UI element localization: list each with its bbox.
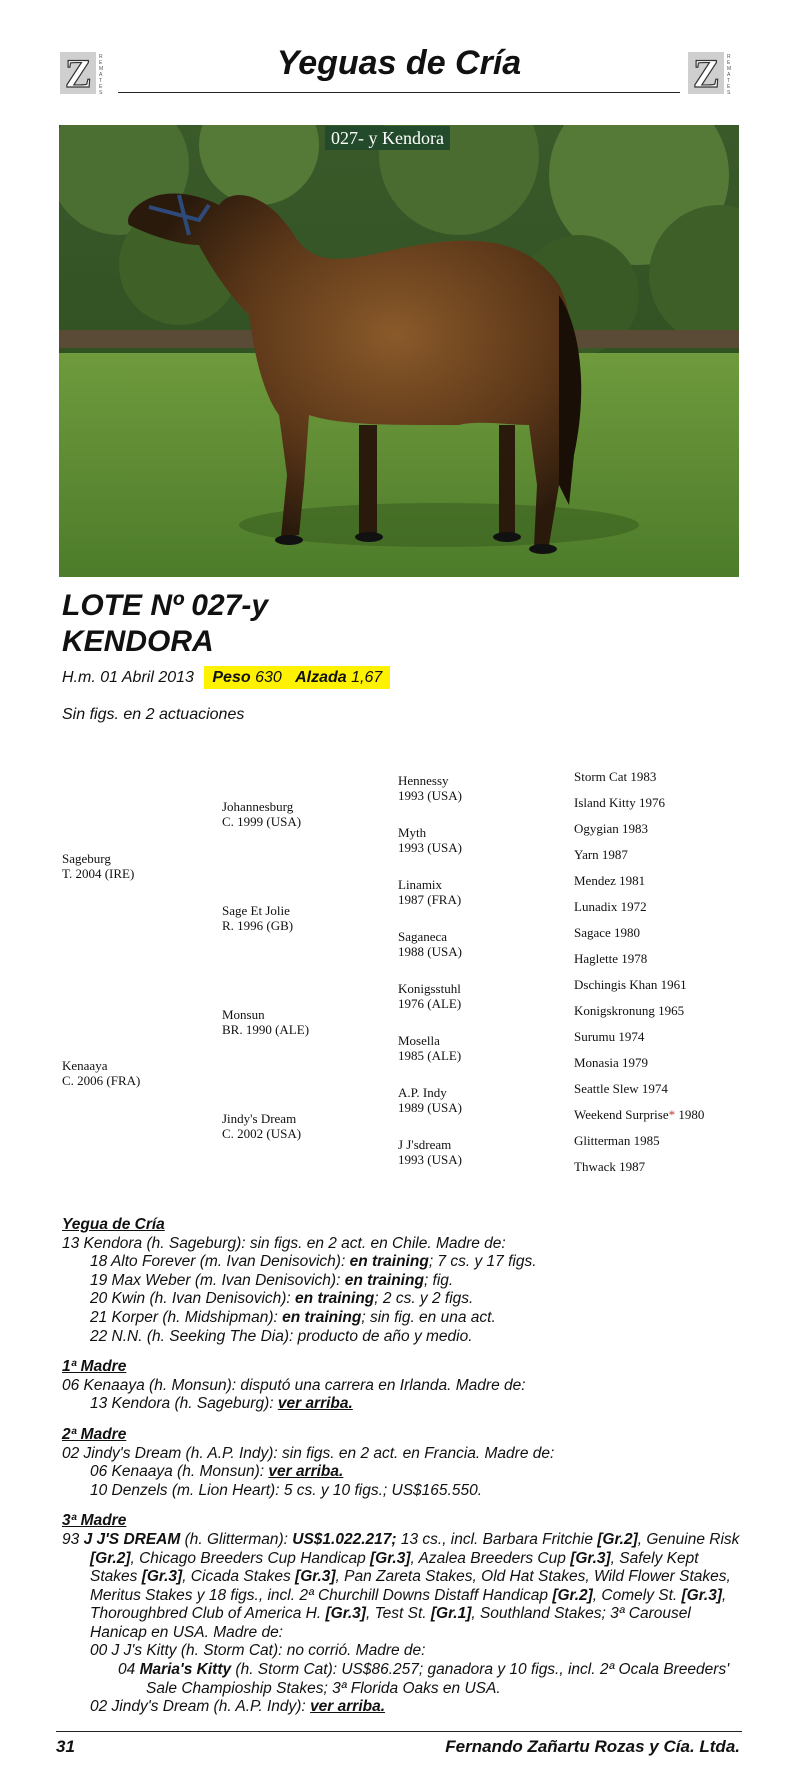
header-rule [118, 92, 680, 93]
pedigree-name: Mosella [398, 1033, 440, 1048]
pedigree-gen3 [398, 877, 461, 907]
pedigree-name: Linamix [398, 877, 443, 892]
logo-right [688, 52, 734, 98]
text-segment: (h. Glitterman): [180, 1530, 293, 1548]
pedigree-name: Myth [398, 825, 427, 840]
bold-text: [Gr.3] [325, 1605, 366, 1623]
pedigree-info: C. 1999 (USA) [222, 814, 302, 829]
logo-vertical-text: REMATES [99, 54, 104, 96]
horse-photo [59, 125, 739, 577]
foal-text: 02 Jindy's Dream (h. A.P. Indy): [90, 1698, 311, 1716]
pedigree-gen4: Mendez 1981 [574, 873, 646, 888]
text-segment: , Test St. [365, 1605, 431, 1623]
foal-text: ; sin fig. en una act. [361, 1308, 496, 1326]
page-title: Yeguas de Cría [276, 44, 522, 82]
logo-vertical-text: REMATES [727, 54, 732, 96]
pedigree-gen4: Ogygian 1983 [574, 821, 649, 836]
alzada-value: 1,67 [351, 669, 383, 686]
pedigree-name: Monsun [222, 1007, 265, 1022]
pedigree-info: 1988 (USA) [398, 944, 462, 959]
pedigree-gen4: Lunadix 1972 [574, 899, 647, 914]
foal-entry [62, 1290, 742, 1309]
pedigree-name: J J'sdream [398, 1137, 452, 1152]
foal-text: 06 Kenaaya (h. Monsun): [90, 1463, 269, 1481]
pedigree-info: 1985 (ALE) [398, 1048, 462, 1063]
ver-arriba-reference: ver arriba. [277, 1395, 353, 1413]
horse-name: KENDORA [62, 625, 214, 658]
pedigree-info: 1989 (USA) [398, 1100, 462, 1115]
horse-photo-illustration [59, 125, 739, 577]
grand-foal-entry [62, 1661, 742, 1698]
bold-text: [Gr.2] [90, 1549, 131, 1567]
text-segment: , Comely St. [592, 1586, 682, 1604]
pedigree-gen4: Surumu 1974 [574, 1029, 645, 1044]
text-segment: , Cicada Stakes [182, 1568, 296, 1586]
foal-text: 18 Alto Forever (m. Ivan Denisovich): [90, 1253, 350, 1271]
pedigree-year: 1980 [678, 1107, 705, 1122]
pedigree-name: Johannesburg [222, 799, 294, 814]
pedigree-gen4: Dschingis Khan 1961 [574, 977, 687, 992]
peso-value: 630 [255, 669, 282, 686]
pedigree-gen4: Monasia 1979 [574, 1055, 649, 1070]
section-title: 2ª Madre [62, 1425, 127, 1443]
text-segment: 13 cs., incl. Barbara Fritchie [396, 1530, 598, 1548]
foal-entry [62, 1463, 742, 1482]
section-title: Yegua de Cría [62, 1216, 165, 1233]
pedigree-gen3 [398, 825, 462, 855]
status-bold: en training [282, 1308, 362, 1326]
pedigree-name: Jindy's Dream [222, 1111, 297, 1126]
foal-entry [62, 1328, 742, 1347]
pedigree-info: 1976 (ALE) [398, 996, 462, 1011]
photo-caption: 027- y Kendora [325, 126, 450, 150]
pedigree-name: Saganeca [398, 929, 448, 944]
logo-letter: Z [65, 51, 92, 96]
foal-text: 04 [118, 1661, 140, 1679]
status-bold: en training [349, 1253, 429, 1271]
dam-entry: 06 Kenaaya (h. Monsun): disputó una carrera en Irlanda. Madre de: [62, 1376, 526, 1394]
text-segment: 93 [62, 1530, 84, 1548]
pedigree-name: Sage Et Jolie [222, 903, 290, 918]
pedigree-gen3 [398, 773, 462, 803]
peso-label: Peso [212, 669, 251, 686]
pedigree-name: Hennessy [398, 773, 449, 788]
pedigree-info: 1993 (USA) [398, 1152, 462, 1167]
foal-text: 13 Kendora (h. Sageburg): [90, 1395, 278, 1413]
lot-meta [62, 669, 390, 687]
ver-arriba-reference: ver arriba. [268, 1463, 344, 1481]
status-bold: en training [344, 1271, 424, 1289]
ver-arriba-reference: ver arriba. [310, 1698, 386, 1716]
lot-number: LOTE Nº 027-y [62, 589, 269, 622]
bold-text: [Gr.3] [295, 1568, 336, 1586]
foal-entry [62, 1395, 742, 1414]
pedigree-gen4: Haglette 1978 [574, 951, 648, 966]
foal-entry: 10 Denzels (m. Lion Heart): 5 cs. y 10 figs.; US$165.550. [90, 1481, 482, 1499]
pedigree-dam [62, 1058, 140, 1088]
pedigree-info: 1987 (FRA) [398, 892, 462, 907]
text-segment: , Chicago Breeders Cup Handicap [130, 1549, 371, 1567]
pedigree-info: C. 2006 (FRA) [62, 1073, 141, 1088]
pedigree-info: R. 1996 (GB) [222, 918, 294, 933]
pedigree-info: T. 2004 (IRE) [62, 866, 135, 881]
foal-text: 19 Max Weber (m. Ivan Denisovich): [90, 1271, 345, 1289]
logo-letter: Z [693, 51, 720, 96]
pedigree-gen4: Glitterman 1985 [574, 1133, 660, 1148]
status-bold: en training [295, 1290, 375, 1308]
weight-height-highlight [204, 666, 390, 689]
pedigree-gen2 [222, 903, 293, 933]
footer-rule [56, 1731, 742, 1732]
bold-text: [Gr.3] [141, 1568, 183, 1586]
pedigree-info: BR. 1990 (ALE) [222, 1022, 310, 1037]
foal-entry [62, 1309, 742, 1328]
pedigree-gen3 [398, 1085, 462, 1115]
pedigree-star: * [668, 1107, 676, 1122]
section-title: 1ª Madre [62, 1358, 127, 1376]
foal-text: (h. Storm Cat): US$86.257; ganadora y 10 figs., incl. 2ª Ocala Breeders' Sale Champioship Stakes; 3ª Florida Oaks en USA. [146, 1661, 730, 1697]
pedigree-name: A.P. Indy [398, 1085, 447, 1100]
lot-heading [62, 588, 268, 660]
foal-text: 21 Korper (h. Midshipman): [90, 1308, 283, 1326]
dam-entry: 02 Jindy's Dream (h. A.P. Indy): sin figs. en 2 act. en Francia. Madre de: [62, 1444, 555, 1462]
bold-text: [Gr.1] [430, 1605, 472, 1623]
foal-entry [62, 1253, 742, 1272]
foal-name: Maria's Kitty [139, 1661, 232, 1679]
pedigree-gen4: Seattle Slew 1974 [574, 1081, 668, 1096]
bold-text: J J'S DREAM [83, 1530, 181, 1548]
pedigree-gen4: Yarn 1987 [574, 847, 628, 862]
pedigree-gen4: Island Kitty 1976 [574, 795, 665, 810]
bold-text: [Gr.2] [597, 1530, 638, 1548]
alzada-label: Alzada [295, 669, 347, 686]
foal-entry: 00 J J's Kitty (h. Storm Cat): no corrió. Madre de: [90, 1642, 426, 1660]
pedigree-gen2 [222, 1111, 301, 1141]
pedigree-name: Konigsstuhl [398, 981, 461, 996]
foal-text: ; 7 cs. y 17 figs. [428, 1253, 537, 1271]
foal-text: ; 2 cs. y 2 figs. [374, 1290, 474, 1308]
pedigree-gen4: Storm Cat 1983 [574, 769, 657, 784]
dam-entry [62, 1531, 742, 1643]
pedigree-info: 1993 (USA) [398, 840, 462, 855]
logo-left [60, 52, 106, 98]
foal-list [62, 1253, 742, 1346]
pedigree-sire [62, 851, 134, 881]
text-segment: , Azalea Breeders Cup [410, 1549, 571, 1567]
foal-text: ; fig. [423, 1271, 454, 1289]
foal-entry [62, 1272, 742, 1291]
text-segment: , Safely Kept Stakes [90, 1549, 699, 1586]
pedigree-gen3 [398, 1137, 462, 1167]
text-segment: , Genuine Risk [637, 1530, 740, 1548]
foal-text: 20 Kwin (h. Ivan Denisovich): [90, 1290, 296, 1308]
pedigree-info: C. 2002 (USA) [222, 1126, 302, 1141]
pedigree-info: 1993 (USA) [398, 788, 462, 803]
page-number: 31 [56, 1737, 75, 1756]
text-segment: , Southland Stakes; 3ª Carousel Hanicap en USA. Madre de: [90, 1605, 691, 1641]
birth-info: H.m. 01 Abril 2013 [62, 669, 194, 686]
pedigree-gen2 [222, 799, 301, 829]
pedigree-gen2 [222, 1007, 309, 1037]
pedigree-gen3 [398, 929, 462, 959]
pedigree-gen4-weekend-surprise [574, 1107, 704, 1122]
race-record: Sin figs. en 2 actuaciones [62, 706, 245, 723]
company-name: Fernando Zañartu Rozas y Cía. Ltda. [445, 1737, 740, 1756]
bold-text: [Gr.3] [570, 1549, 611, 1567]
bold-text: [Gr.2] [552, 1586, 593, 1604]
family-section [62, 1216, 742, 1717]
foal-text: 22 N.N. (h. Seeking The Dia): producto de año y medio. [90, 1327, 473, 1345]
pedigree-gen4: Thwack 1987 [574, 1159, 646, 1174]
pedigree-gen3 [398, 981, 461, 1011]
dam-entry: 13 Kendora (h. Sageburg): sin figs. en 2 act. en Chile. Madre de: [62, 1234, 506, 1252]
pedigree-name: Weekend Surprise [574, 1107, 669, 1122]
pedigree-name: Kenaaya [62, 1058, 108, 1073]
pedigree-name: Sageburg [62, 851, 111, 866]
bold-text: [Gr.3] [370, 1549, 411, 1567]
text-segment: , Pan Zareta Stakes, Old Hat Stakes, Wild Flower Stakes, Meritus Stakes y 18 figs., incl. 2ª Churchill Downs Distaff Handicap [90, 1568, 731, 1604]
text-segment: , Thoroughbred Club of America H. [90, 1586, 727, 1623]
pedigree-gen3 [398, 1033, 461, 1063]
bold-text: [Gr.3] [681, 1586, 722, 1604]
section-title: 3ª Madre [62, 1512, 127, 1530]
pedigree-gen4: Sagace 1980 [574, 925, 641, 940]
pedigree-gen4: Konigskronung 1965 [574, 1003, 685, 1018]
bold-text: US$1.022.217; [292, 1530, 397, 1548]
foal-entry [62, 1698, 742, 1717]
